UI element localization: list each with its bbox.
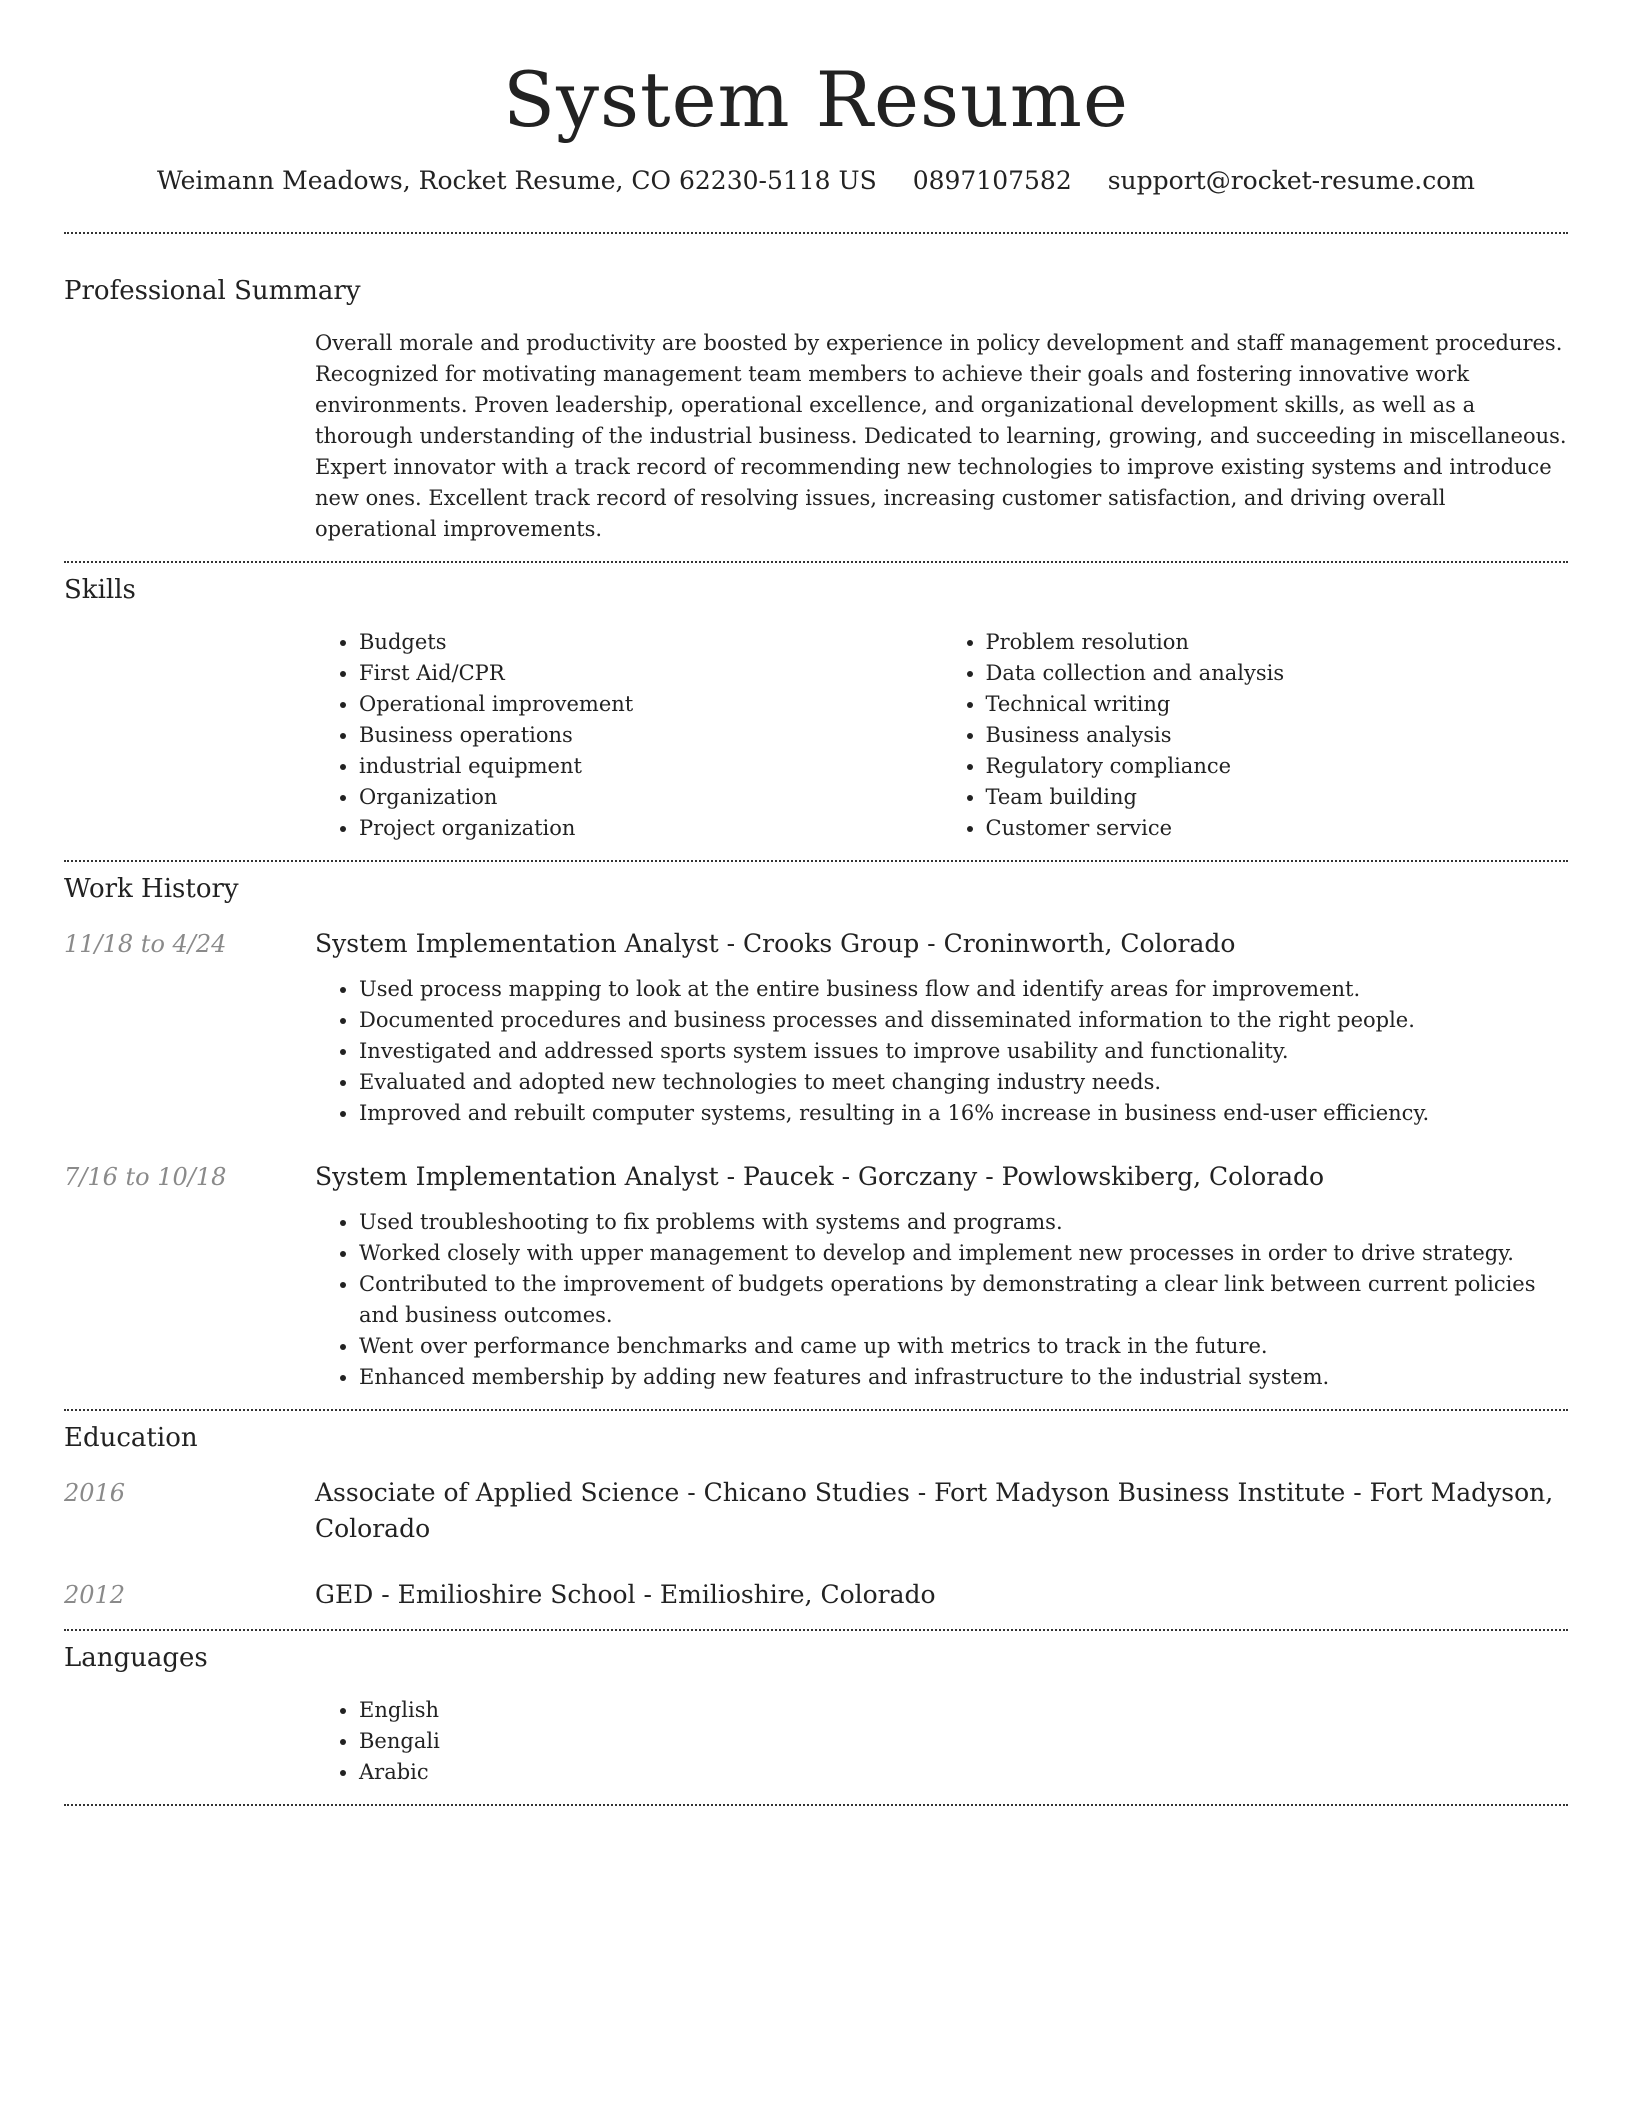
contact-phone: 0897107582: [912, 166, 1072, 195]
skill-item: • Business operations: [359, 720, 942, 751]
skill-item: • Project organization: [359, 813, 942, 844]
job-details: [315, 1159, 1568, 1393]
divider: [64, 1629, 1568, 1631]
job-bullet: • Evaluated and adopted new technologies to meet changing industry needs.: [359, 1067, 1568, 1098]
job-title: System Implementation Analyst - Paucek - Gorczany - Powlowskiberg, Colorado: [315, 1162, 1325, 1191]
skill-item: • Budgets: [359, 627, 942, 658]
job-bullet: • Worked closely with upper management to develop and implement new processes in order to drive strategy.: [359, 1238, 1568, 1269]
skill-item: • Organization: [359, 782, 942, 813]
contact-email: support@rocket-resume.com: [1107, 166, 1476, 195]
skill-item: • industrial equipment: [359, 751, 942, 782]
job-bullet: • Contributed to the improvement of budgets operations by demonstrating a clear link between current policies and business outcomes.: [359, 1269, 1568, 1331]
job-bullet: • Used process mapping to look at the entire business flow and identify areas for improvement.: [359, 974, 1568, 1005]
education-details: Associate of Applied Science - Chicano Studies - Fort Madyson Business Institute - Fort Madyson, Colorado: [315, 1478, 1554, 1543]
languages-heading: Languages: [64, 1643, 208, 1673]
skill-item: • Customer service: [986, 813, 1569, 844]
language-item: • Bengali: [359, 1726, 1568, 1757]
candidate-name: System Resume: [503, 55, 1129, 144]
job-dates: 11/18 to 4/24: [64, 930, 227, 958]
divider: [64, 1409, 1568, 1411]
job-bullets: [315, 974, 1568, 1129]
job-bullet: • Improved and rebuilt computer systems, resulting in a 16% increase in business end-user efficiency.: [359, 1098, 1568, 1129]
job-dates: 7/16 to 10/18: [64, 1163, 227, 1191]
contact-address: Weimann Meadows, Rocket Resume, CO 62230-5118 US: [156, 166, 877, 195]
job-bullet: • Documented procedures and business processes and disseminated information to the right people.: [359, 1005, 1568, 1036]
job-bullet: • Used troubleshooting to fix problems with systems and programs.: [359, 1207, 1568, 1238]
job-entry: [64, 926, 1568, 1129]
job-details: [315, 926, 1568, 1129]
education-details: GED - Emilioshire School - Emilioshire, Colorado: [315, 1580, 936, 1609]
skills-heading: Skills: [64, 575, 136, 605]
education-section: [64, 1421, 1568, 1613]
skills-list-right: [942, 627, 1569, 844]
job-bullet: • Went over performance benchmarks and came up with metrics to track in the future.: [359, 1331, 1568, 1362]
skill-item: • Operational improvement: [359, 689, 942, 720]
skill-item: • First Aid/CPR: [359, 658, 942, 689]
job-bullets: [315, 1207, 1568, 1393]
education-year: 2016: [64, 1479, 126, 1507]
skills-list-left: [315, 627, 942, 844]
languages-list: [315, 1695, 1568, 1788]
summary-heading: Professional Summary: [64, 276, 361, 306]
job-bullet: • Investigated and addressed sports system issues to improve usability and functionality.: [359, 1036, 1568, 1067]
languages-section: [64, 1641, 1568, 1788]
divider: [64, 1804, 1568, 1806]
divider: [64, 561, 1568, 563]
language-item: • English: [359, 1695, 1568, 1726]
job-entry: [64, 1159, 1568, 1393]
skill-item: • Team building: [986, 782, 1569, 813]
education-heading: Education: [64, 1423, 198, 1453]
divider: [64, 232, 1568, 234]
skill-item: • Data collection and analysis: [986, 658, 1569, 689]
contact-line: [64, 164, 1568, 198]
skill-item: • Business analysis: [986, 720, 1569, 751]
work-history-heading: Work History: [64, 874, 239, 904]
education-entry: [64, 1577, 1568, 1613]
summary-text: Overall morale and productivity are boosted by experience in policy development and staff management procedures. Recognized for motivating management team members to achieve their goals and fostering innovative work environments. Proven leadership, operational excellence, and organizational development skills, as well as a thorough understanding of the industrial business. Dedicated to learning, growing, and succeeding in miscellaneous. Expert innovator with a track record of recommending new technologies to improve existing systems and introduce new ones. Excellent track record of resolving issues, increasing customer satisfaction, and driving overall operational improvements.: [315, 331, 1567, 541]
education-year: 2012: [64, 1581, 126, 1609]
work-history-section: [64, 872, 1568, 1393]
skills-columns: [315, 627, 1568, 844]
job-title: System Implementation Analyst - Crooks Group - Croninworth, Colorado: [315, 929, 1236, 958]
education-entry: [64, 1475, 1568, 1547]
resume-page: [64, 0, 1568, 1806]
skills-section: [64, 573, 1568, 844]
divider: [64, 860, 1568, 862]
skill-item: • Problem resolution: [986, 627, 1569, 658]
language-item: • Arabic: [359, 1757, 1568, 1788]
skill-item: • Regulatory compliance: [986, 751, 1569, 782]
skill-item: • Technical writing: [986, 689, 1569, 720]
summary-section: [64, 274, 1568, 545]
job-bullet: • Enhanced membership by adding new features and infrastructure to the industrial system.: [359, 1362, 1568, 1393]
